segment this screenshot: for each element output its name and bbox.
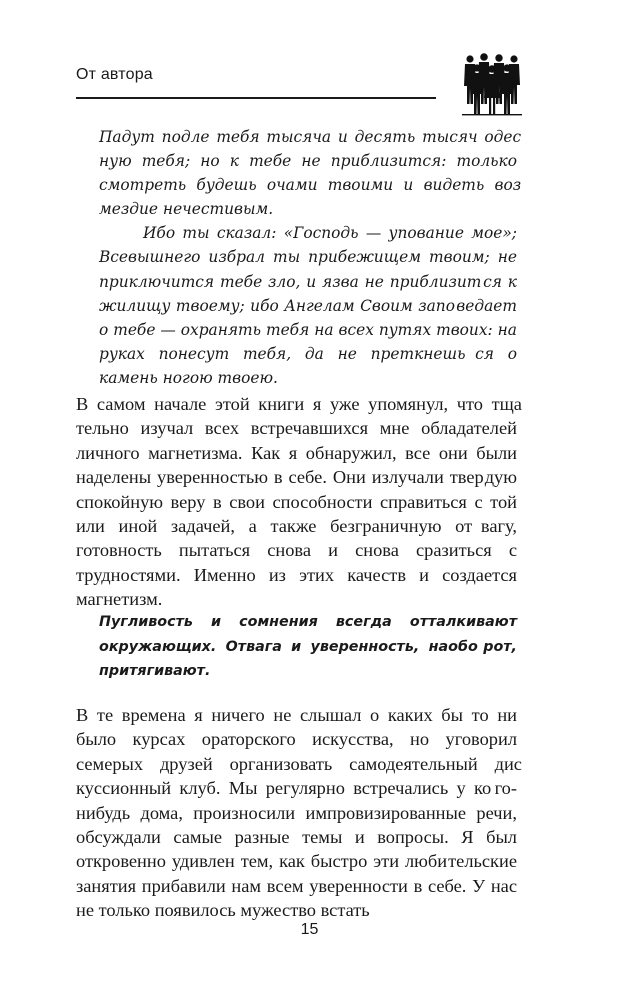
scripture-quote <box>99 125 522 390</box>
paragraph-2: В те времена я ничего не слышал о каких бы то ни было курсах ораторского искусства, но уговорил семерых друзей организовать самодеятельный дис куссионный клуб. Мы регулярно встречались у ко го-нибудь дома, произносили импровизированные речи, обсуждали самые разные темы и вопросы. Я был откровенно удивлен тем, как быстро эти люби тельские занятия прибавили нам всем уверенности в себе. У нас не только появилось мужество встать <box>76 705 522 921</box>
running-head-title: От автора <box>76 66 153 83</box>
page-number: 15 <box>300 921 319 938</box>
silhouette-group-icon <box>458 52 526 116</box>
quote-verse-1: Падут подле тебя тысяча и десять тысяч одес ную тебя; но к тебе не приблизится: только смотреть будешь очами твоими и видеть воз мездие нечестивым. <box>99 128 522 219</box>
highlight-callout: Пугливость и сомнения всегда отталкивают окружающих. Отвага и уверенность, наобо рот, притягивают. <box>99 614 517 680</box>
quote-verse-2: Ибо ты сказал: «Господь — упование мое»; Всевышнего избрал ты прибежищем твоим; не приключится тебе зло, и язва не приблизит ся к жилищу твоему; ибо Ангелам Своим запо ведает о тебе — охранять тебя на всех путях твоих: на руках понесут тебя, да не преткнешь ся о камень ногою твоею. <box>99 224 517 387</box>
header-rule <box>76 97 436 99</box>
paragraph-1: В самом начале этой книги я уже упомянул, что тща тельно изучал всех встречавшихся мне обладателей личного магнетизма. Как я обнаружил, все они были наделены уверенностью в себе. Они излучали твер дую спокойную веру в свои способности справиться с той или иной задачей, а также безграничную от вагу, готовность пытаться снова и снова сразиться с трудностями. Именно из этих качеств и создается магнетизм. <box>76 394 522 610</box>
